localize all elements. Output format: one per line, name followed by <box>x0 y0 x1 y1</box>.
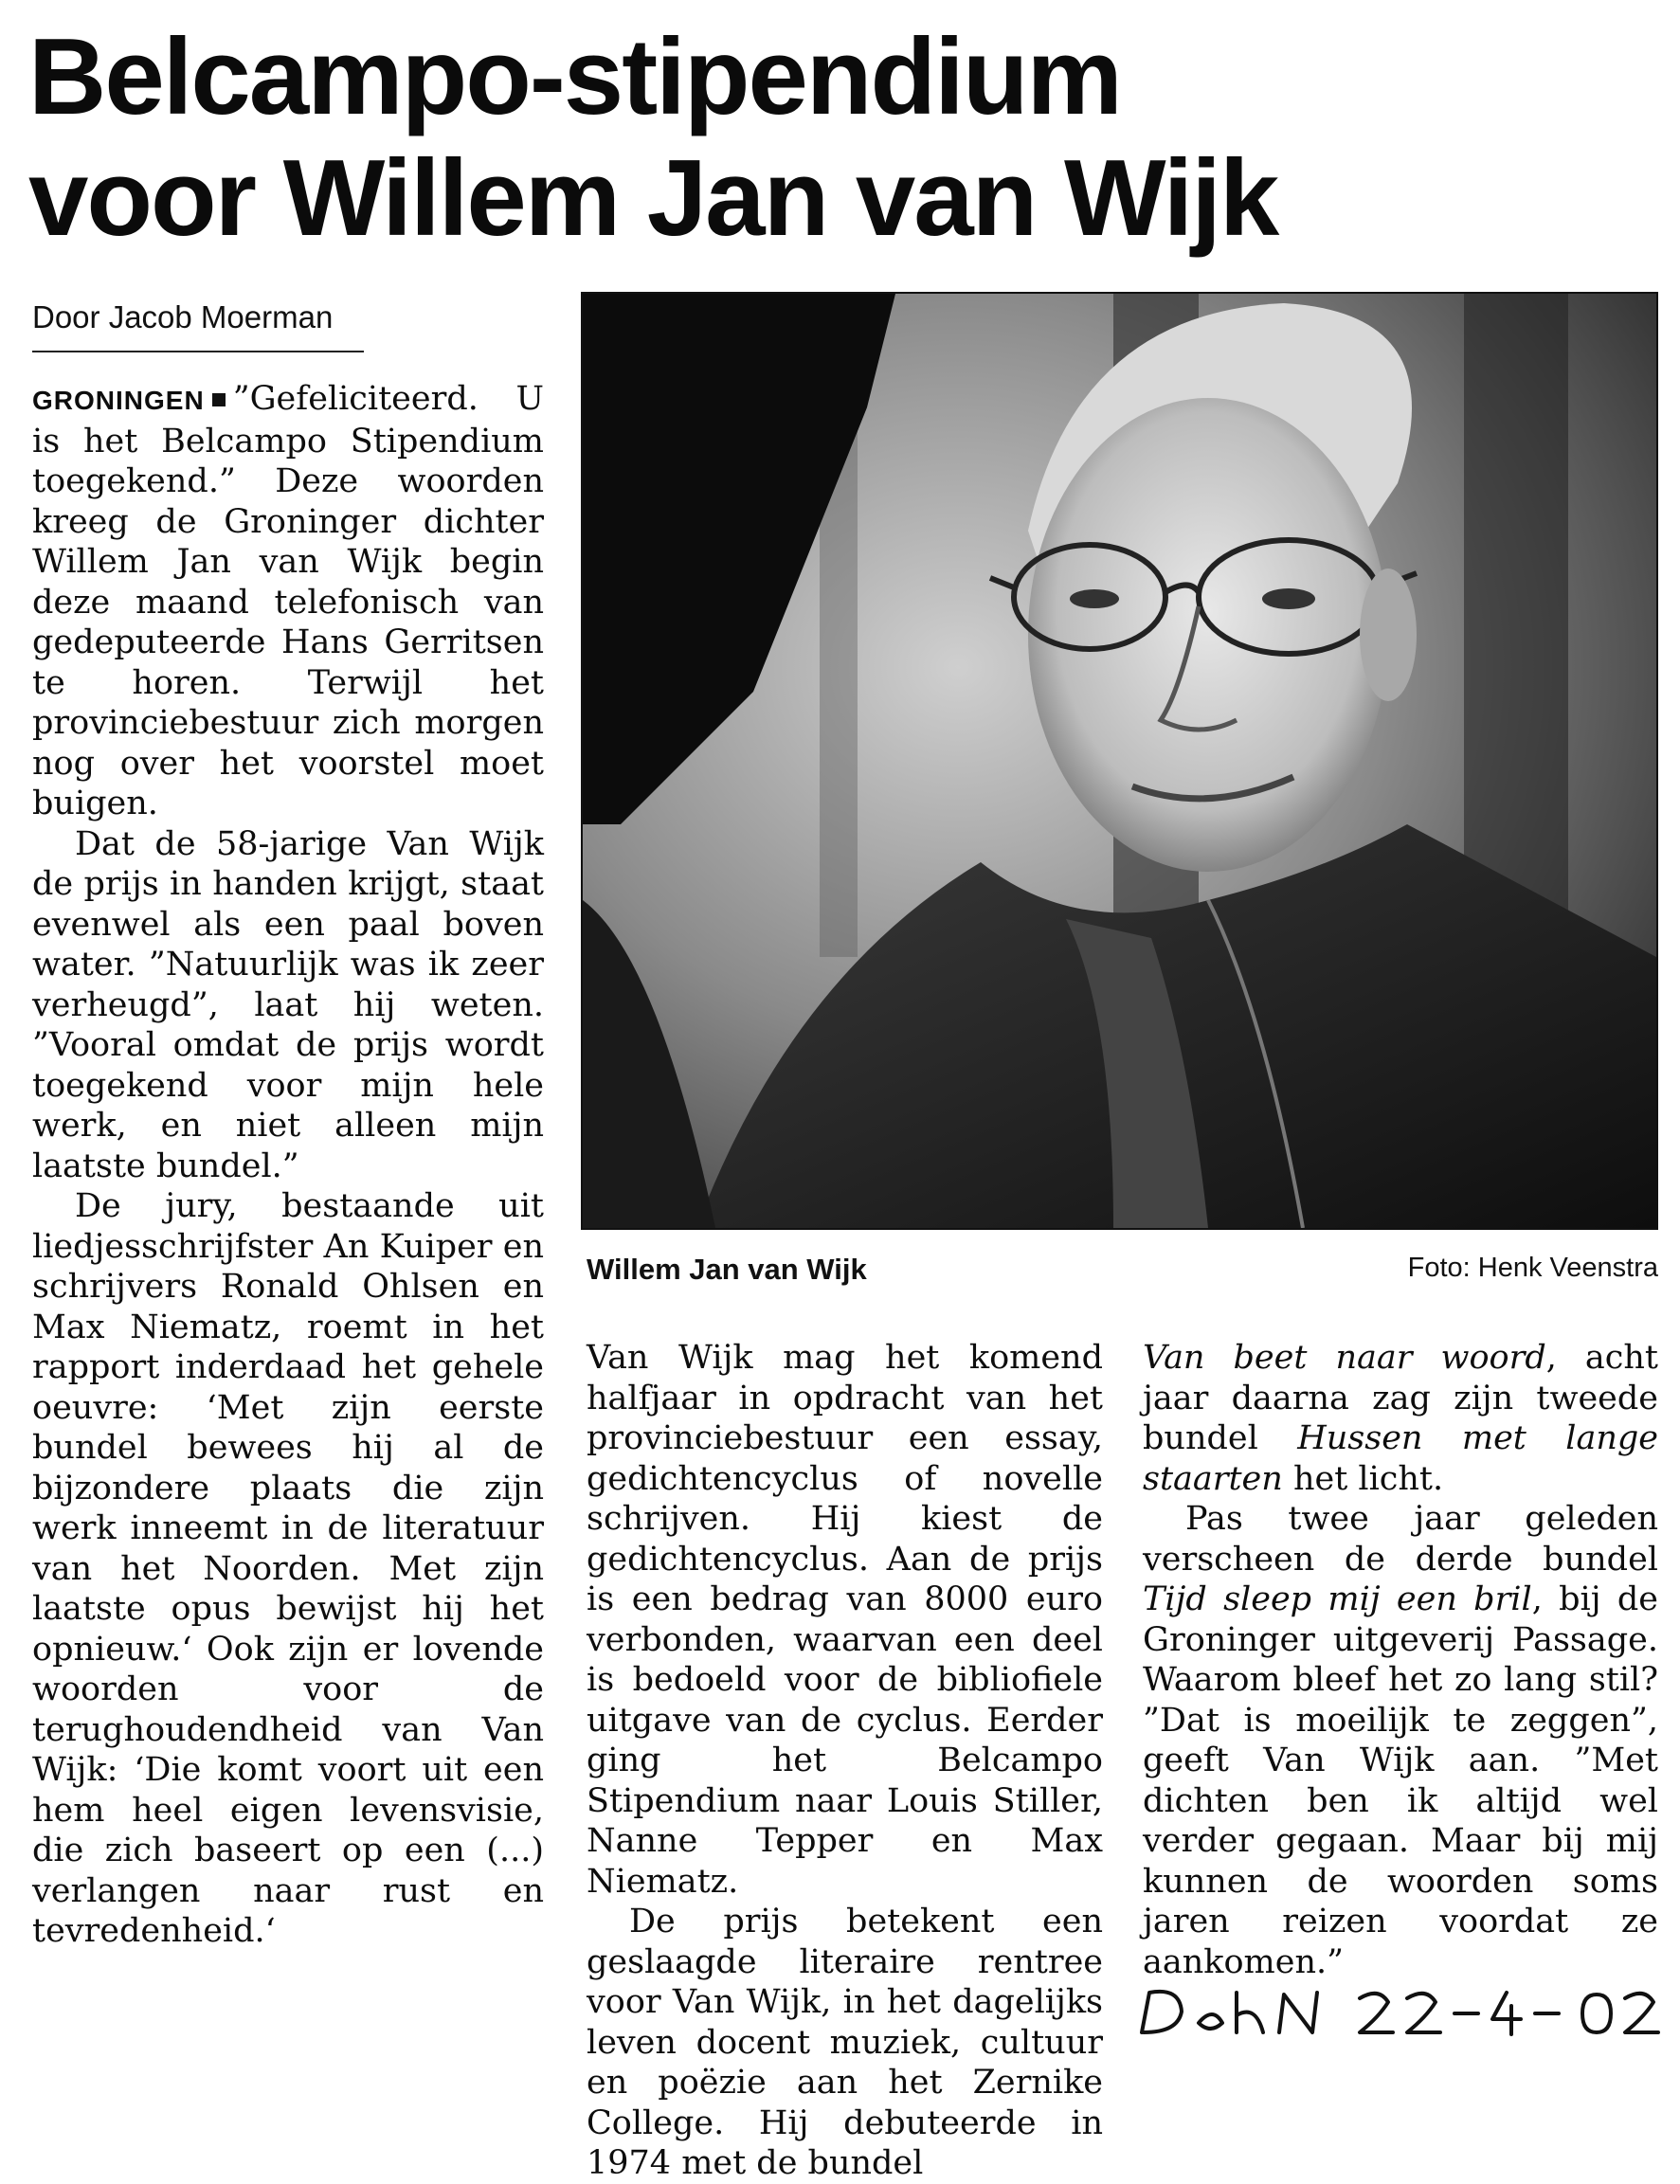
text-column-2 <box>587 1338 1103 2184</box>
portrait-photo <box>581 292 1658 1230</box>
paragraph-3: De jury, bestaande uit liedjesschrijfster An Kuiper en schrijvers Ronald Ohlsen en Max Niematz, roemt in het rapport inderdaad het gehele oeuvre: ‘Met zijn eerste bundel bewees hij al de bijzondere plaats die zijn werk inneemt in de literatuur van het Noorden. Met zijn laatste opus bewijst hij het opnieuw.‘ Ook zijn er lovende woorden voor de terughoudendheid van Van Wijk: ‘Die komt voort uit een hem heel eigen levensvisie, die zich baseert op een (...) verlangen naar rust en tevredenheid.‘ <box>32 1187 544 1950</box>
paragraph-6 <box>1143 1499 1658 1982</box>
book-title-1: Van beet naar woord <box>1143 1339 1546 1377</box>
paragraph-6-part-1: Pas twee jaar geleden verscheen de derde bundel <box>1143 1500 1658 1579</box>
dateline: GRONINGEN <box>32 386 205 415</box>
paragraph-5-continued <box>1143 1338 1658 1499</box>
byline-rule <box>32 351 364 352</box>
photo-credit: Foto: Henk Veenstra <box>1407 1253 1658 1283</box>
text-column-3 <box>1143 1338 1658 1982</box>
paragraph-5-part-2: , acht jaar daarna zag zijn tweede bundel <box>1143 1339 1658 1457</box>
book-title-3: Tijd sleep mij een bril <box>1143 1580 1532 1618</box>
headline-line-1: Belcampo-stipendium <box>28 17 1121 137</box>
handwritten-date-note <box>1123 1985 1663 2039</box>
paragraph-1-text: ”Gefeliciteerd. U is het Belcampo Stipendium toegekend.” Deze woorden kreeg de Groninger dichter Willem Jan van Wijk begin deze maand telefonisch van gedeputeerde Hans Gerritsen te horen. Terwijl het provinciebestuur zich morgen nog over het voorstel moet buigen. <box>32 380 544 822</box>
portrait-illustration <box>583 294 1656 1228</box>
paragraph-4: Van Wijk mag het komend halfjaar in opdracht van het provinciebestuur een essay, gedichtencyclus of novelle schrijven. Hij kiest de gedichtencyclus. Aan de prijs is een bedrag van 8000 euro verbonden, waarvan een deel is bedoeld voor de bibliofiele uitgave van de cyclus. Eerder ging het Belcampo Stipendium naar Louis Stiller, Nanne Tepper en Max Niematz. <box>587 1339 1103 1901</box>
book-title-2: Hussen met lange staarten <box>1143 1419 1658 1498</box>
paragraph-5 <box>587 1902 1103 2184</box>
byline: Door Jacob Moerman <box>32 299 334 334</box>
paragraph-5-text: De prijs betekent een geslaagde literaire rentree voor Van Wijk, in het dagelijks leven docent muziek, cultuur en poëzie aan het Zernike College. Hij debuteerde in 1974 met de bundel <box>587 1903 1103 2182</box>
dateline-square-icon <box>212 393 226 406</box>
paragraph-6-part-2: , bij de Groninger uitgeverij Passage. Waarom bleef het zo lang stil? ”Dat is moeilijk te zeggen”, geeft Van Wijk aan. ”Met dichten ben ik altijd wel verder gegaan. Maar bij mij kunnen de woorden soms jaren reizen voordat ze aankomen.” <box>1143 1580 1658 1981</box>
photo-caption: Willem Jan van Wijk <box>587 1253 867 1286</box>
paragraph-2: Dat de 58-jarige Van Wijk de prijs in handen krijgt, staat evenwel als een paal boven water. ”Natuurlijk was ik zeer verheugd”, laat hij weten. ”Vooral omdat de prijs wordt toegekend voor mijn hele werk, en niet alleen mijn laatste bundel.” <box>32 824 544 1185</box>
paragraph-5-part-3: het licht. <box>1292 1459 1444 1498</box>
text-column-1 <box>32 379 544 1952</box>
headline-line-2: voor Willem Jan van Wijk <box>28 138 1278 259</box>
paragraph-intro <box>32 379 544 824</box>
headline <box>28 17 1336 260</box>
